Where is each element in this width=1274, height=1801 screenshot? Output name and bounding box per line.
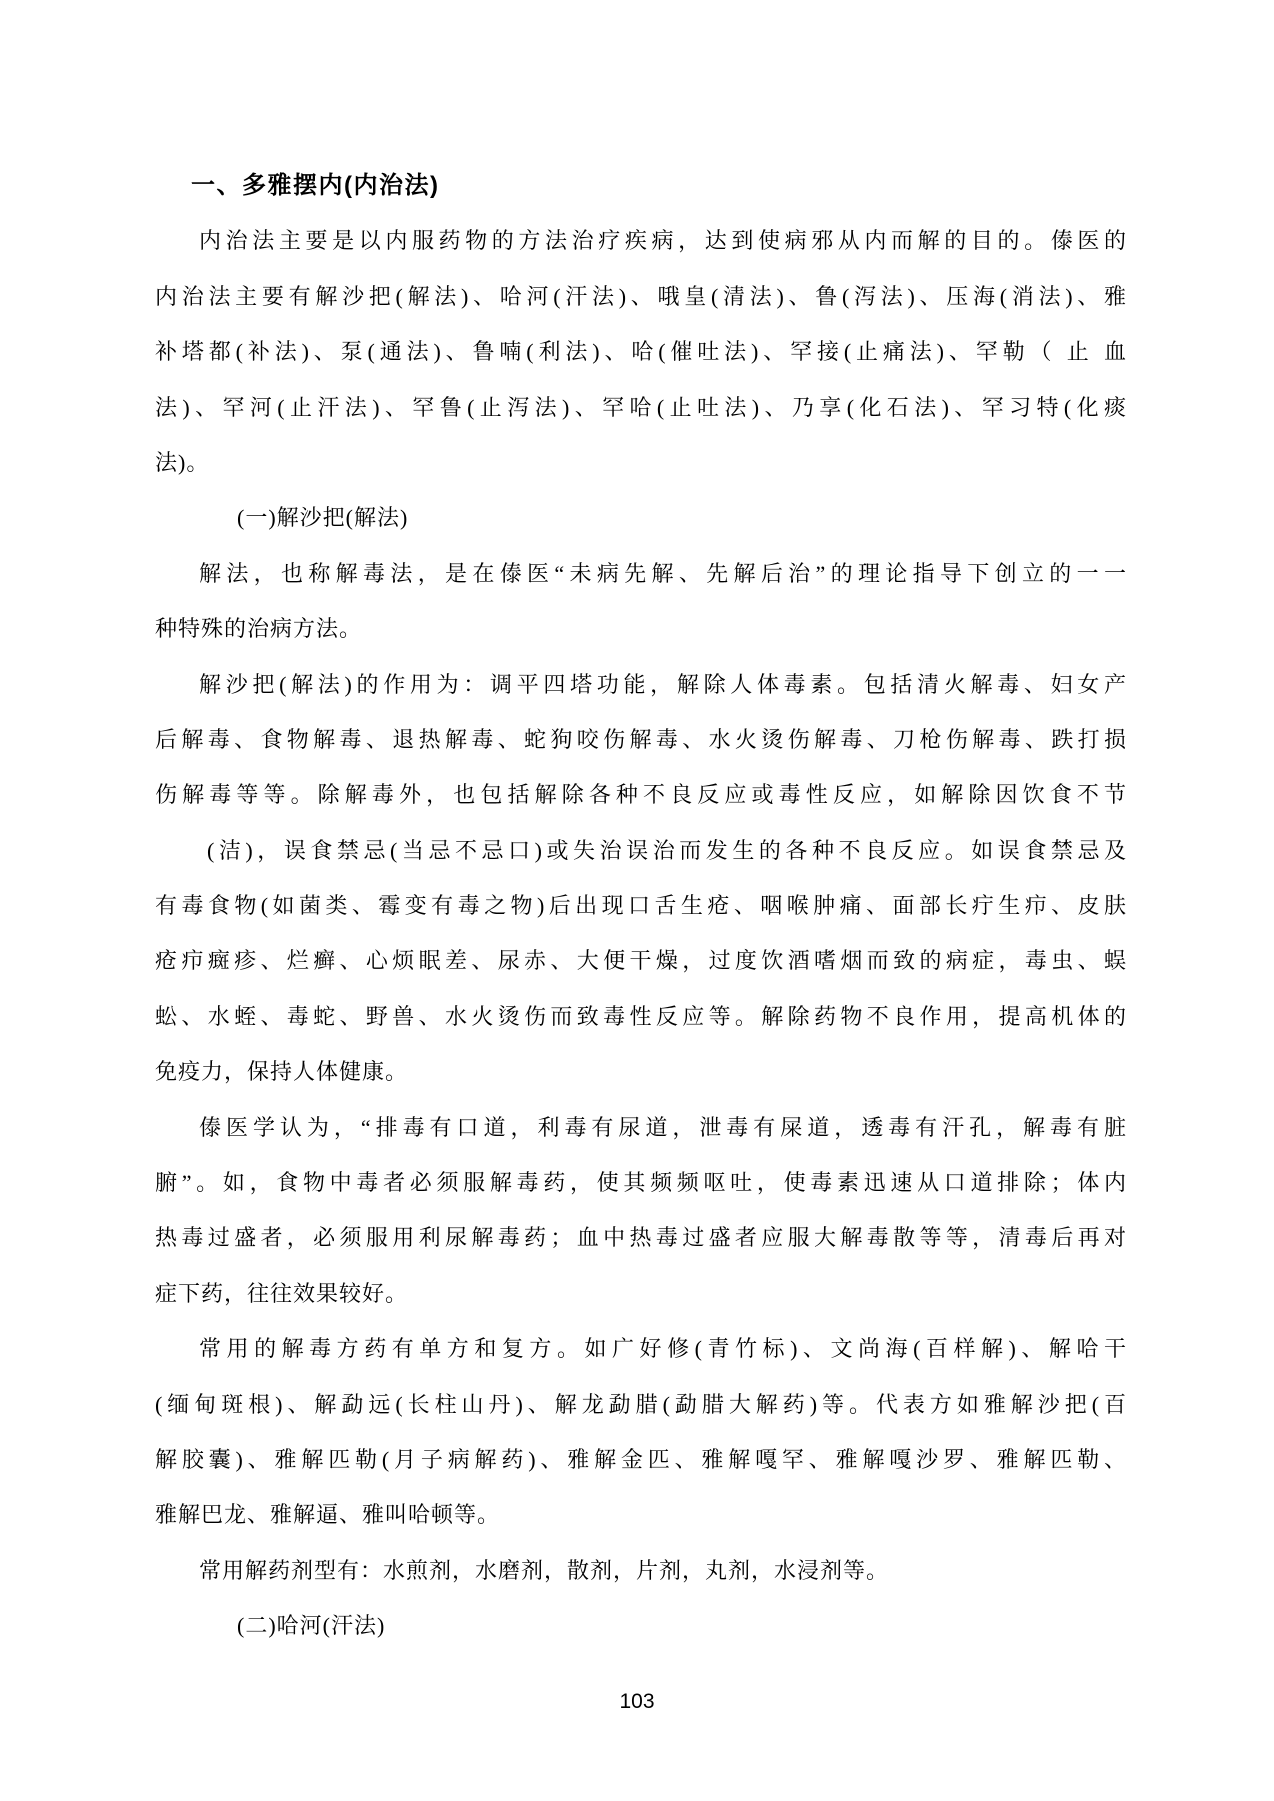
text-line: 种特殊的治病方法。	[155, 616, 363, 642]
text-line: 内治法主要是以内服药物的方法治疗疾病，达到使病邪从内而解的目的。傣医的	[199, 228, 1127, 254]
text-line: 有毒食物(如菌类、霉变有毒之物)后出现口舌生疮、咽喉肿痛、面部长疔生疖、皮肤	[155, 893, 1127, 919]
text-line: (缅甸斑根)、解勐远(长柱山丹)、解龙勐腊(勐腊大解药)等。代表方如雅解沙把(百	[155, 1391, 1127, 1417]
text-line: (二)哈河(汗法)	[237, 1613, 386, 1639]
text-line: 雅解巴龙、雅解逼、雅叫哈顿等。	[155, 1502, 501, 1528]
text-line: 后解毒、食物解毒、退热解毒、蛇狗咬伤解毒、水火烫伤解毒、刀枪伤解毒、跌打损	[155, 726, 1127, 752]
section-title: 一、多雅摆内(内治法)	[191, 172, 440, 199]
text-line: 法)、罕河(止汗法)、罕鲁(止泻法)、罕哈(止吐法)、乃享(化石法)、罕习特(化痰	[155, 394, 1127, 420]
text-line: 内治法主要有解沙把(解法)、哈河(汗法)、哦皇(清法)、鲁(泻法)、压海(消法)、雅	[155, 283, 1127, 309]
text-line: 症下药，往往效果较好。	[155, 1280, 409, 1306]
text-line: 免疫力，保持人体健康。	[155, 1059, 409, 1085]
text-line: 热毒过盛者，必须服用利尿解毒药；血中热毒过盛者应服大解毒散等等，清毒后再对	[155, 1225, 1127, 1251]
text-line: 傣医学认为，“排毒有口道，利毒有尿道，泄毒有屎道，透毒有汗孔，解毒有脏	[199, 1114, 1127, 1140]
text-line: 腑”。如，食物中毒者必须服解毒药，使其频频呕吐，使毒素迅速从口道排除；体内	[155, 1170, 1127, 1196]
text-line: 疮疖癍疹、烂癣、心烦眠差、尿赤、大便干燥，过度饮酒嗜烟而致的病症，毒虫、蜈	[155, 948, 1127, 974]
text-line: 补塔都(补法)、泵(通法)、鲁喃(利法)、哈(催吐法)、罕接(止痛法)、罕勒（ 止 血	[155, 339, 1127, 365]
page-number: 103	[619, 1690, 655, 1713]
text-line: 解胶囊)、雅解匹勒(月子病解药)、雅解金匹、雅解嘎罕、雅解嘎沙罗、雅解匹勒、	[155, 1446, 1127, 1472]
text-line: 常用的解毒方药有单方和复方。如广好修(青竹标)、文尚海(百样解)、解哈干	[199, 1336, 1127, 1362]
text-line: 解沙把(解法)的作用为：调平四塔功能，解除人体毒素。包括清火解毒、妇女产	[199, 671, 1127, 697]
document-body	[155, 158, 1127, 1654]
text-line: (洁)，误食禁忌(当忌不忌口)或失治误治而发生的各种不良反应。如误食禁忌及	[207, 837, 1127, 863]
text-line: 解法，也称解毒法，是在傣医“未病先解、先解后治”的理论指导下创立的一一	[199, 560, 1127, 586]
text-line: 伤解毒等等。除解毒外，也包括解除各种不良反应或毒性反应，如解除因饮食不节	[155, 782, 1127, 808]
text-line: 常用解药剂型有：水煎剂，水磨剂，散剂，片剂，丸剂，水浸剂等。	[199, 1557, 890, 1583]
text-line: 蚣、水蛭、毒蛇、野兽、水火烫伤而致毒性反应等。解除药物不良作用，提高机体的	[155, 1003, 1127, 1029]
text-line: (一)解沙把(解法)	[237, 505, 409, 531]
text-line: 法)。	[155, 449, 210, 475]
